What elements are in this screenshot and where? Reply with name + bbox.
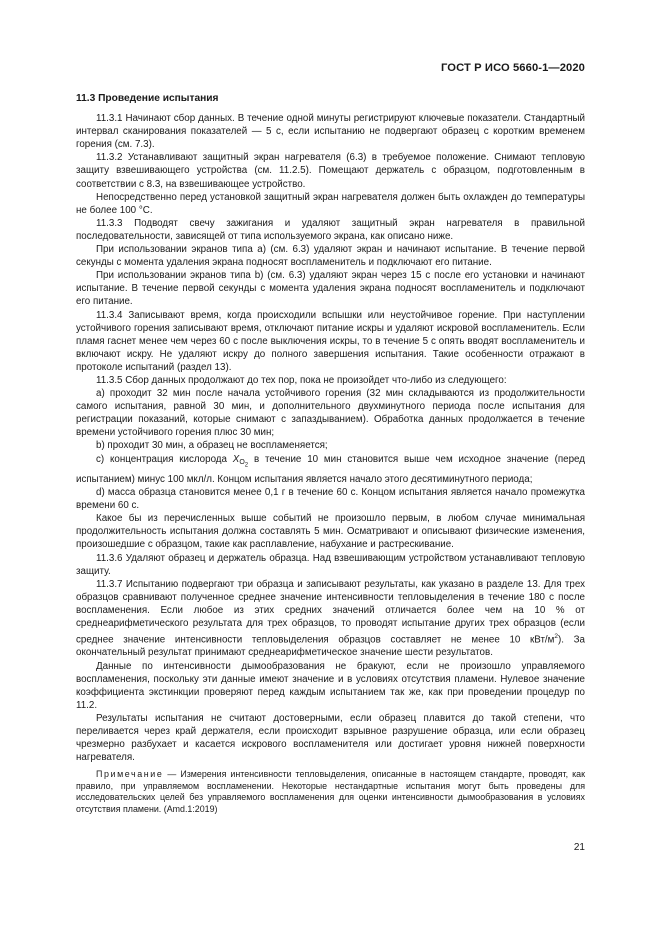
paragraph-11-3-7: 11.3.7 Испытанию подвергают три образца и записывают результаты, как указано в разделе 13. Для трех образцов сравнивают полученное среднее значение интенсивности тепловыделения в течение 180 с после воспламенения. Если любое из этих средних значений отличается более чем на 10 % от среднеарифметического результата для трех образцов, то проводят испытание других трех образцов (если среднее значение интенсивности тепловыделения образцов составляет не менее 10 кВт/$м^2$). За окончательный результат принимают среднеарифметическое значение шести результатов. [76, 578, 585, 659]
note-text: — Измерения интенсивности тепловыделения, описанные в настоящем стандарте, проводят, как правило, при управляемом воспламенении. Некоторые нестандартные испытания могут быть проведены для исследовательских целей без управляемого воспламенения для оценки интенсивности дымообразования в условиях отсутствия пламени. (Amd.1:2019) [76, 769, 585, 815]
list-item-a: a) проходит 32 мин после начала устойчивого горения (32 мин складываются из продолжительности самого испытания, равной 30 мин, и дополнительного двухминутного периода после испытания для регистрации показаний, которые снимают с запаздыванием). Обработка данных продолжается в течение времени устойчивого горения плюс 30 мин; [76, 388, 585, 439]
paragraph-invalid-results: Результаты испытания не считают достоверными, если образец плавится до такой степени, что переливается через край держателя, если происходит взрывное разрушение образца, или если образец чрезмерно разбухает и касается искрового воспламенителя или достигает уровня нижней поверхности нагревателя. [76, 712, 585, 764]
list-item-c: c) концентрация кислорода $X_{O_2}$ в течение 10 мин становится выше чем исходное значение (перед испытанием) минус 100 мкл/л. Концом испытания является начало этого десятиминутного периода; [76, 453, 585, 485]
paragraph-11-3-2: 11.3.2 Устанавливают защитный экран нагревателя (6.3) в требуемое положение. Снимают тепловую защиту взвешивающего устройства (см. 11.2.5). Помещают держатель с образцом, подготовленным в соответствии с 8.3, на взвешивающее устройство. [76, 152, 585, 190]
document-header: ГОСТ Р ИСО 5660-1—2020 [441, 62, 585, 74]
list-item-b: b) проходит 30 мин, а образец не воспламеняется; [96, 440, 328, 452]
page-number: 21 [573, 842, 585, 853]
paragraph-11-3-4: 11.3.4 Записывают время, когда происходили вспышки или неустойчивое горение. При наступлении устойчивого горения записывают время, отключают питание искры и удаляют искровой воспламенитель. Если пламя гаснет менее чем через 60 с после выключения искры, то в течение 5 с опять вводят воспламенитель и включают искру. Не удаляют искру до полного завершения испытания. Такие особенности отражают в протоколе испытаний (раздел 13). [76, 309, 585, 373]
paragraph-smoke-data: Данные по интенсивности дымообразования не бракуют, если не произошло управляемого воспламенения, поскольку эти данные имеют значение и в условиях отсутствия пламени. Нулевое значение коэффициента экстинкции проверяют перед каждым испытанием так же, как при проведении процедур по 11.2. [76, 660, 585, 711]
note [76, 769, 585, 815]
list-item-d: d) масса образца становится менее 0,1 г в течение 60 с. Концом испытания является начало промежутка времени 60 с. [76, 487, 585, 512]
paragraph-11-3-3: 11.3.3 Подводят свечу зажигания и удаляют защитный экран нагревателя в правильной последовательности, зависящей от типа используемого экрана, как описано ниже. [76, 217, 585, 242]
paragraph-screen-type-a: При использовании экранов типа а) (см. 6.3) удаляют экран и начинают испытание. В течение первой секунды с момента удаления экрана подносят воспламенитель и подключают его питание. [76, 244, 585, 269]
document-body [76, 92, 585, 816]
oxygen-symbol: X [232, 453, 240, 465]
section-title: 11.3 Проведение испытания [76, 93, 219, 104]
paragraph-11-3-1: 11.3.1 Начинают сбор данных. В течение одной минуты регистрируют ключевые показатели. Стандартный интервал сканирования показателей — 5 с, если испытанию не подвергают образец с коротким временем горения (см. 7.3). [76, 113, 585, 151]
paragraph-temperature: Непосредственно перед установкой защитный экран нагревателя должен быть охлажден до температуры не более 100 °С. [76, 191, 585, 216]
paragraph-min-duration: Какое бы из перечисленных выше событий не произошло первым, в любом случае минимальная продолжительность испытания должна составлять 5 мин. Осматривают и описывают физические изменения, произошедшие с образцом, такие как расплавление, набухание и растрескивание. [76, 513, 585, 551]
paragraph-11-3-6: 11.3.6 Удаляют образец и держатель образца. Над взвешивающим устройством устанавливают тепловую защиту. [76, 552, 585, 577]
paragraph-screen-type-b: При использовании экранов типа b) (см. 6.3) удаляют экран через 15 с после его установки и начинают испытание. В течение первой секунды с момента удаления экрана подносят воспламенитель и подключают его питание. [76, 270, 585, 308]
paragraph-11-3-5: 11.3.5 Сбор данных продолжают до тех пор, пока не произойдет что-либо из следующего: [96, 374, 507, 386]
note-label: Примечание [96, 769, 164, 780]
